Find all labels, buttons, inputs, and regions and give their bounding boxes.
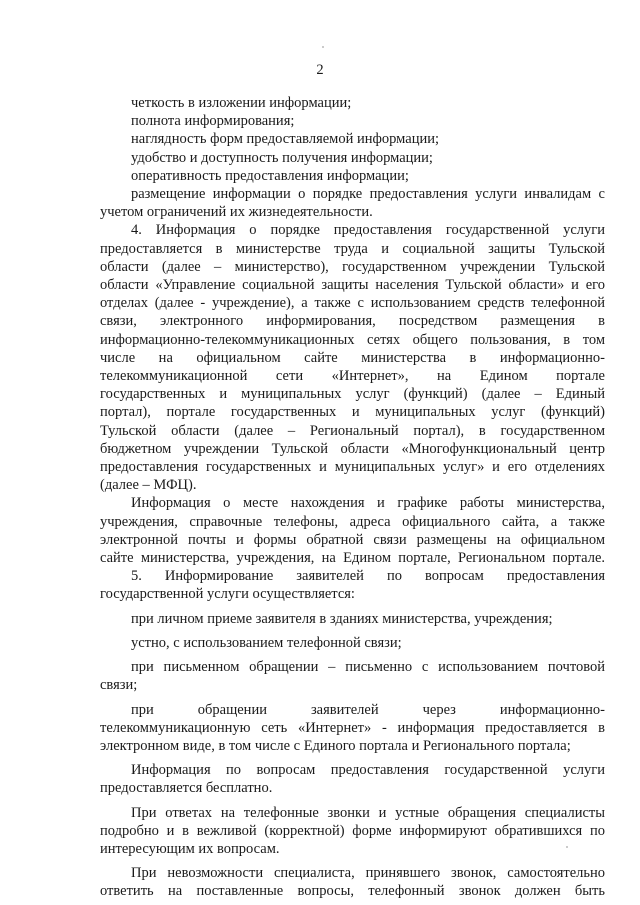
text-line: предоставляется в министерстве труда и социальной защиты Тульской [100,240,605,257]
text-line: предоставляется бесплатно. [100,780,273,797]
page-number: 2 [316,62,324,78]
text-line: бюджетном учреждении Тульской области «Многофункциональный центр [100,440,605,457]
text-line: предоставления государственных и муниципальных услуг» и его отделениях [100,459,605,476]
text-line: при обращении заявителей через информационно- [131,701,605,718]
text-line: 5. Информирование заявителей по вопросам предоставления [131,568,605,585]
text-line: подробно и в вежливой (корректной) форме информируют обратившихся по [100,822,605,839]
text-line: учетом ограничений их жизнедеятельности. [100,204,373,221]
text-line: размещение информации о порядке предоставления услуги инвалидам с [131,186,605,203]
text-line: При ответах на телефонные звонки и устные обращения специалисты [131,804,605,821]
text-line: области (далее – министерство), государственном учреждении Тульской [100,258,605,275]
scan-speck [322,46,324,48]
text-line: интересующим их вопросам. [100,840,280,857]
text-line: 4. Информация о порядке предоставления государственной услуги [131,222,605,239]
text-line: удобство и доступность получения информации; [131,149,433,166]
text-line: при личном приеме заявителя в зданиях министерства, учреждения; [131,610,553,627]
text-line: числе на официальном сайте министерства в информационно- [100,349,605,366]
text-line: Информация о месте нахождения и графике работы министерства, [131,495,605,512]
text-line: учреждения, справочные телефоны, адреса официального сайта, а также [100,513,605,530]
text-line: Информация по вопросам предоставления государственной услуги [131,762,605,779]
text-line: наглядность форм предоставляемой информации; [131,131,439,148]
text-line: Тульской области (далее – Региональный портал), в государственном [100,422,605,439]
text-line: ответить на поставленные вопросы, телефонный звонок должен быть [100,883,605,900]
text-line: области «Управление социальной защиты населения Тульской области» и его [100,277,605,294]
text-line: государственных и муниципальных услуг (функций) (далее – Единый [100,386,605,403]
text-line: устно, с использованием телефонной связи; [131,634,402,651]
text-line: телекоммуникационную сеть «Интернет» - информация предоставляется в [100,719,605,736]
text-line: оперативность предоставления информации; [131,167,409,184]
document-body [100,94,605,901]
scan-speck [566,846,568,848]
text-line: электронной почты и формы обратной связи размещены на официальном [100,531,605,548]
text-line: отделах (далее - учреждение), а также с использованием средств телефонной [100,295,605,312]
text-line: информационно-телекоммуникационных сетях общего пользования, в том [100,331,605,348]
text-line: государственной услуги осуществляется: [100,586,355,603]
text-line: связи, электронного информирования, посредством размещения в [100,313,605,330]
text-line: электронном виде, в том числе с Единого портала и Регионального портала; [100,737,571,754]
text-line: телекоммуникационной сети «Интернет», на Едином портале [100,368,605,385]
text-line: (далее – МФЦ). [100,477,197,494]
text-line: сайте министерства, учреждения, на Едином портале, Региональном портале. [100,550,605,567]
text-line: полнота информирования; [131,113,295,130]
text-line: четкость в изложении информации; [131,95,352,111]
text-line: при письменном обращении – письменно с использованием почтовой [131,659,605,676]
text-line: связи; [100,677,138,694]
text-line: портал), портале государственных и муниципальных услуг (функций) [100,404,605,421]
text-line: При невозможности специалиста, принявшего звонок, самостоятельно [131,865,605,882]
